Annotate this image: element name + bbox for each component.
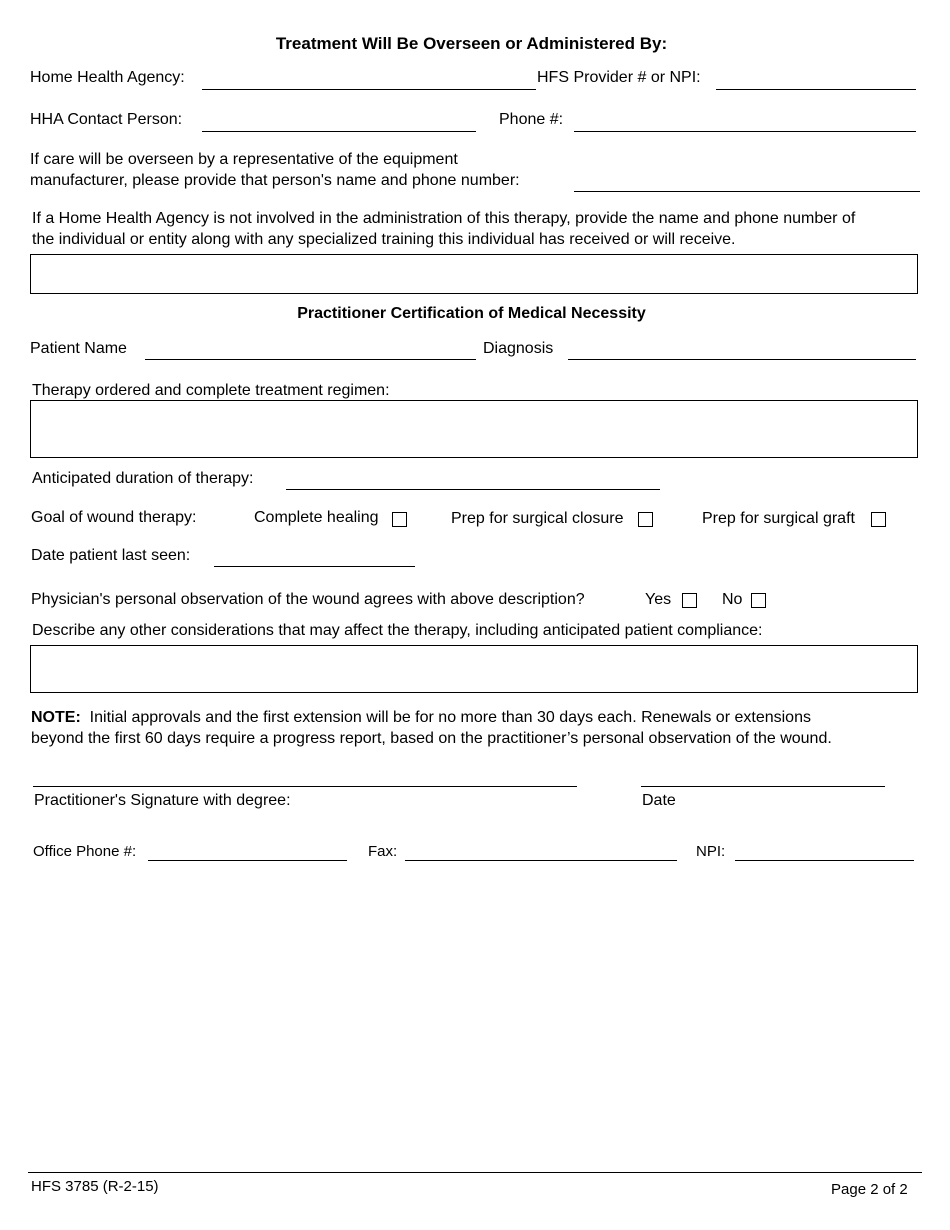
page-number: Page 2 of 2	[831, 1181, 908, 1198]
goal-surgical-graft-checkbox[interactable]	[871, 512, 886, 527]
goal-surgical-closure-label: Prep for surgical closure	[451, 510, 624, 527]
no-hha-text-line1: If a Home Health Agency is not involved in the administration of this therapy, provide the name and phone number of	[32, 210, 856, 227]
signature-line[interactable]	[33, 786, 577, 787]
npi-field[interactable]	[735, 860, 914, 861]
npi-label: NPI:	[696, 843, 726, 860]
observation-yes-label: Yes	[645, 591, 672, 608]
home-health-agency-label: Home Health Agency:	[30, 69, 185, 86]
anticipated-duration-field[interactable]	[286, 489, 660, 490]
goal-label: Goal of wound therapy:	[31, 509, 197, 526]
no-hha-text-line2: the individual or entity along with any specialized training this individual has received or will receive.	[32, 231, 736, 248]
hfs-provider-field[interactable]	[716, 89, 916, 90]
goal-surgical-graft-label: Prep for surgical graft	[702, 510, 855, 527]
hha-contact-field[interactable]	[202, 131, 476, 132]
observation-question: Physician's personal observation of the wound agrees with above description?	[31, 591, 585, 608]
observation-no-checkbox[interactable]	[751, 593, 766, 608]
no-hha-details-box[interactable]	[30, 254, 918, 294]
goal-surgical-closure-checkbox[interactable]	[638, 512, 653, 527]
form-id: HFS 3785 (R-2-15)	[31, 1178, 159, 1195]
goal-complete-healing-label: Complete healing	[254, 509, 379, 526]
observation-no-label: No	[722, 591, 743, 608]
patient-name-field[interactable]	[145, 359, 476, 360]
therapy-ordered-box[interactable]	[30, 400, 918, 458]
footer-divider	[28, 1172, 922, 1173]
phone-field[interactable]	[574, 131, 916, 132]
patient-name-label: Patient Name	[30, 340, 127, 357]
anticipated-duration-label: Anticipated duration of therapy:	[32, 470, 254, 487]
fax-field[interactable]	[405, 860, 677, 861]
home-health-agency-field[interactable]	[202, 89, 536, 90]
hfs-provider-label: HFS Provider # or NPI:	[537, 69, 701, 86]
office-phone-field[interactable]	[148, 860, 347, 861]
considerations-box[interactable]	[30, 645, 918, 693]
date-last-seen-label: Date patient last seen:	[31, 547, 191, 564]
phone-label: Phone #:	[499, 111, 564, 128]
manufacturer-contact-field[interactable]	[574, 191, 920, 192]
note-line1	[31, 710, 811, 726]
goal-complete-healing-checkbox[interactable]	[392, 512, 407, 527]
note-line1-text: Initial approvals and the first extension will be for no more than 30 days each. Renewals or extensions	[89, 709, 811, 726]
diagnosis-field[interactable]	[568, 359, 916, 360]
date-last-seen-field[interactable]	[214, 566, 415, 567]
section-title-certification: Practitioner Certification of Medical Necessity	[297, 305, 646, 322]
signature-date-label: Date	[642, 792, 676, 809]
diagnosis-label: Diagnosis	[483, 340, 554, 357]
note-lead: NOTE:	[31, 709, 81, 726]
considerations-label: Describe any other considerations that may affect the therapy, including anticipated patient compliance:	[32, 622, 763, 639]
observation-yes-checkbox[interactable]	[682, 593, 697, 608]
fax-label: Fax:	[368, 843, 398, 860]
office-phone-label: Office Phone #:	[33, 843, 137, 860]
signature-date-line[interactable]	[641, 786, 885, 787]
section-title-oversight: Treatment Will Be Overseen or Administered By:	[275, 34, 668, 53]
therapy-ordered-label: Therapy ordered and complete treatment regimen:	[32, 382, 390, 399]
manufacturer-text-line2: manufacturer, please provide that person's name and phone number:	[30, 172, 520, 189]
signature-label: Practitioner's Signature with degree:	[34, 792, 291, 809]
hha-contact-label: HHA Contact Person:	[30, 111, 183, 128]
manufacturer-text-line1: If care will be overseen by a representative of the equipment	[30, 151, 458, 168]
note-line2: beyond the first 60 days require a progress report, based on the practitioner’s personal observation of the wound.	[31, 730, 832, 747]
